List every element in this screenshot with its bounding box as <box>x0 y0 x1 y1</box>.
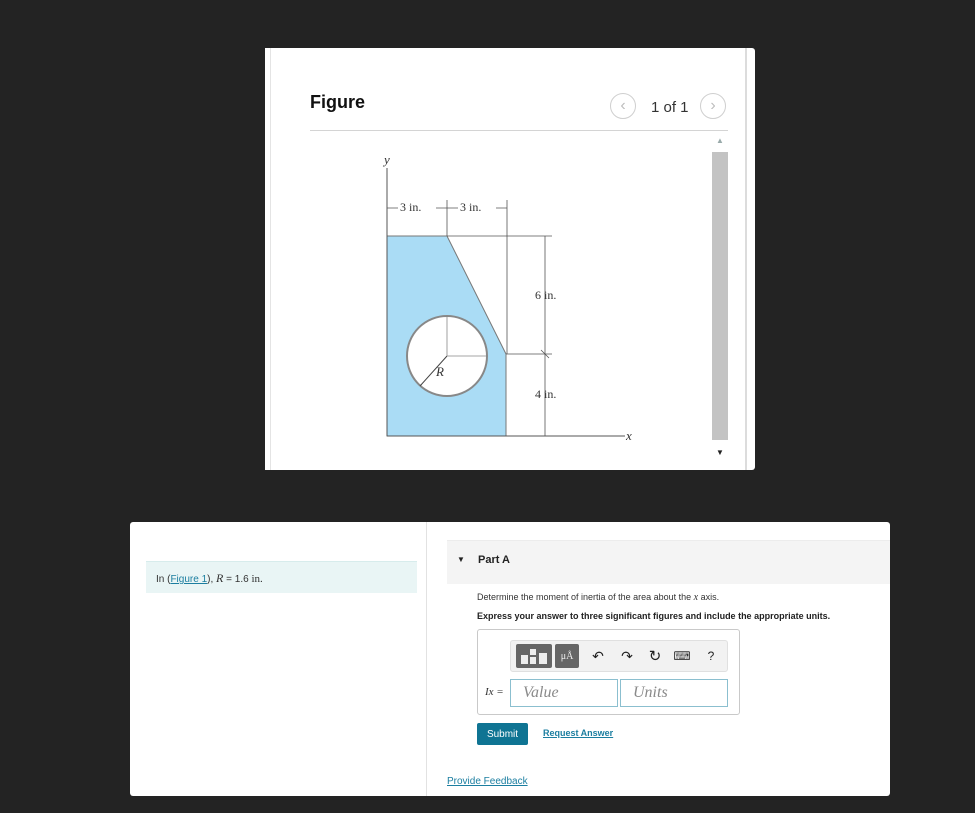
reset-icon[interactable]: ↻ <box>648 648 662 665</box>
y-axis-label: y <box>384 152 390 167</box>
request-answer-link[interactable]: Request Answer <box>543 728 614 738</box>
answer-box <box>477 629 740 715</box>
previous-figure-button[interactable] <box>610 93 636 119</box>
units-button[interactable]: μÅ <box>555 644 579 668</box>
question-suffix: axis. <box>698 592 720 602</box>
scroll-up-arrow-icon[interactable]: ▲ <box>716 135 724 145</box>
figure-counter: 1 of 1 <box>651 99 689 116</box>
units-input[interactable] <box>620 679 728 707</box>
templates-button[interactable] <box>516 644 552 668</box>
instruction-text: Express your answer to three significant figures and include the appropriate units. <box>477 611 831 621</box>
answer-variable-label: Ix = <box>485 686 504 698</box>
figure-link[interactable]: Figure 1 <box>170 574 208 585</box>
figure-scrollbar[interactable] <box>711 132 729 462</box>
keyboard-icon[interactable]: ⌨ <box>673 649 691 663</box>
figure-drawing <box>360 148 660 448</box>
figure-divider <box>310 130 728 131</box>
dimension-label-top-right: 3 in. <box>460 200 482 214</box>
problem-panel <box>130 522 890 796</box>
question-prefix: Determine the moment of inertia of the area about the <box>477 592 694 602</box>
figure-panel <box>265 48 755 470</box>
context-text: ), <box>207 574 217 585</box>
templates-icon <box>519 647 549 665</box>
column-divider <box>426 522 427 796</box>
context-unit: in. <box>251 573 263 585</box>
dimension-label-top-left: 3 in. <box>400 200 422 214</box>
figure-title: Figure <box>310 92 366 112</box>
help-button[interactable]: ? <box>707 649 715 663</box>
panel-left-border <box>265 48 271 470</box>
dimension-label-lower: 4 in. <box>535 387 557 401</box>
redo-icon[interactable]: ↷ <box>621 647 633 664</box>
question-variable: x <box>693 592 699 603</box>
part-a-header[interactable] <box>447 540 890 584</box>
next-figure-button[interactable] <box>700 93 726 119</box>
dimension-label-upper: 6 in. <box>535 288 557 302</box>
radius-symbol: R <box>216 571 224 585</box>
provide-feedback-link[interactable]: Provide Feedback <box>447 776 528 787</box>
context-value: = 1.6 <box>223 574 252 585</box>
problem-context <box>146 561 417 593</box>
math-toolbar <box>510 640 728 672</box>
x-axis-label: x <box>626 428 632 443</box>
radius-label: R <box>436 364 444 379</box>
scrollbar-thumb[interactable] <box>712 152 728 440</box>
scroll-down-arrow-icon[interactable]: ▼ <box>716 447 724 457</box>
context-text: In ( <box>156 574 171 585</box>
question-text <box>477 592 719 603</box>
panel-right-border <box>745 48 747 470</box>
collapse-caret-icon[interactable]: ▼ <box>457 555 465 564</box>
submit-button[interactable]: Submit <box>477 723 528 745</box>
chevron-right-icon: › <box>710 97 716 114</box>
chevron-left-icon: ‹ <box>620 97 626 114</box>
value-input[interactable] <box>510 679 618 707</box>
part-title: Part A <box>478 554 510 566</box>
undo-icon[interactable]: ↶ <box>592 647 604 664</box>
